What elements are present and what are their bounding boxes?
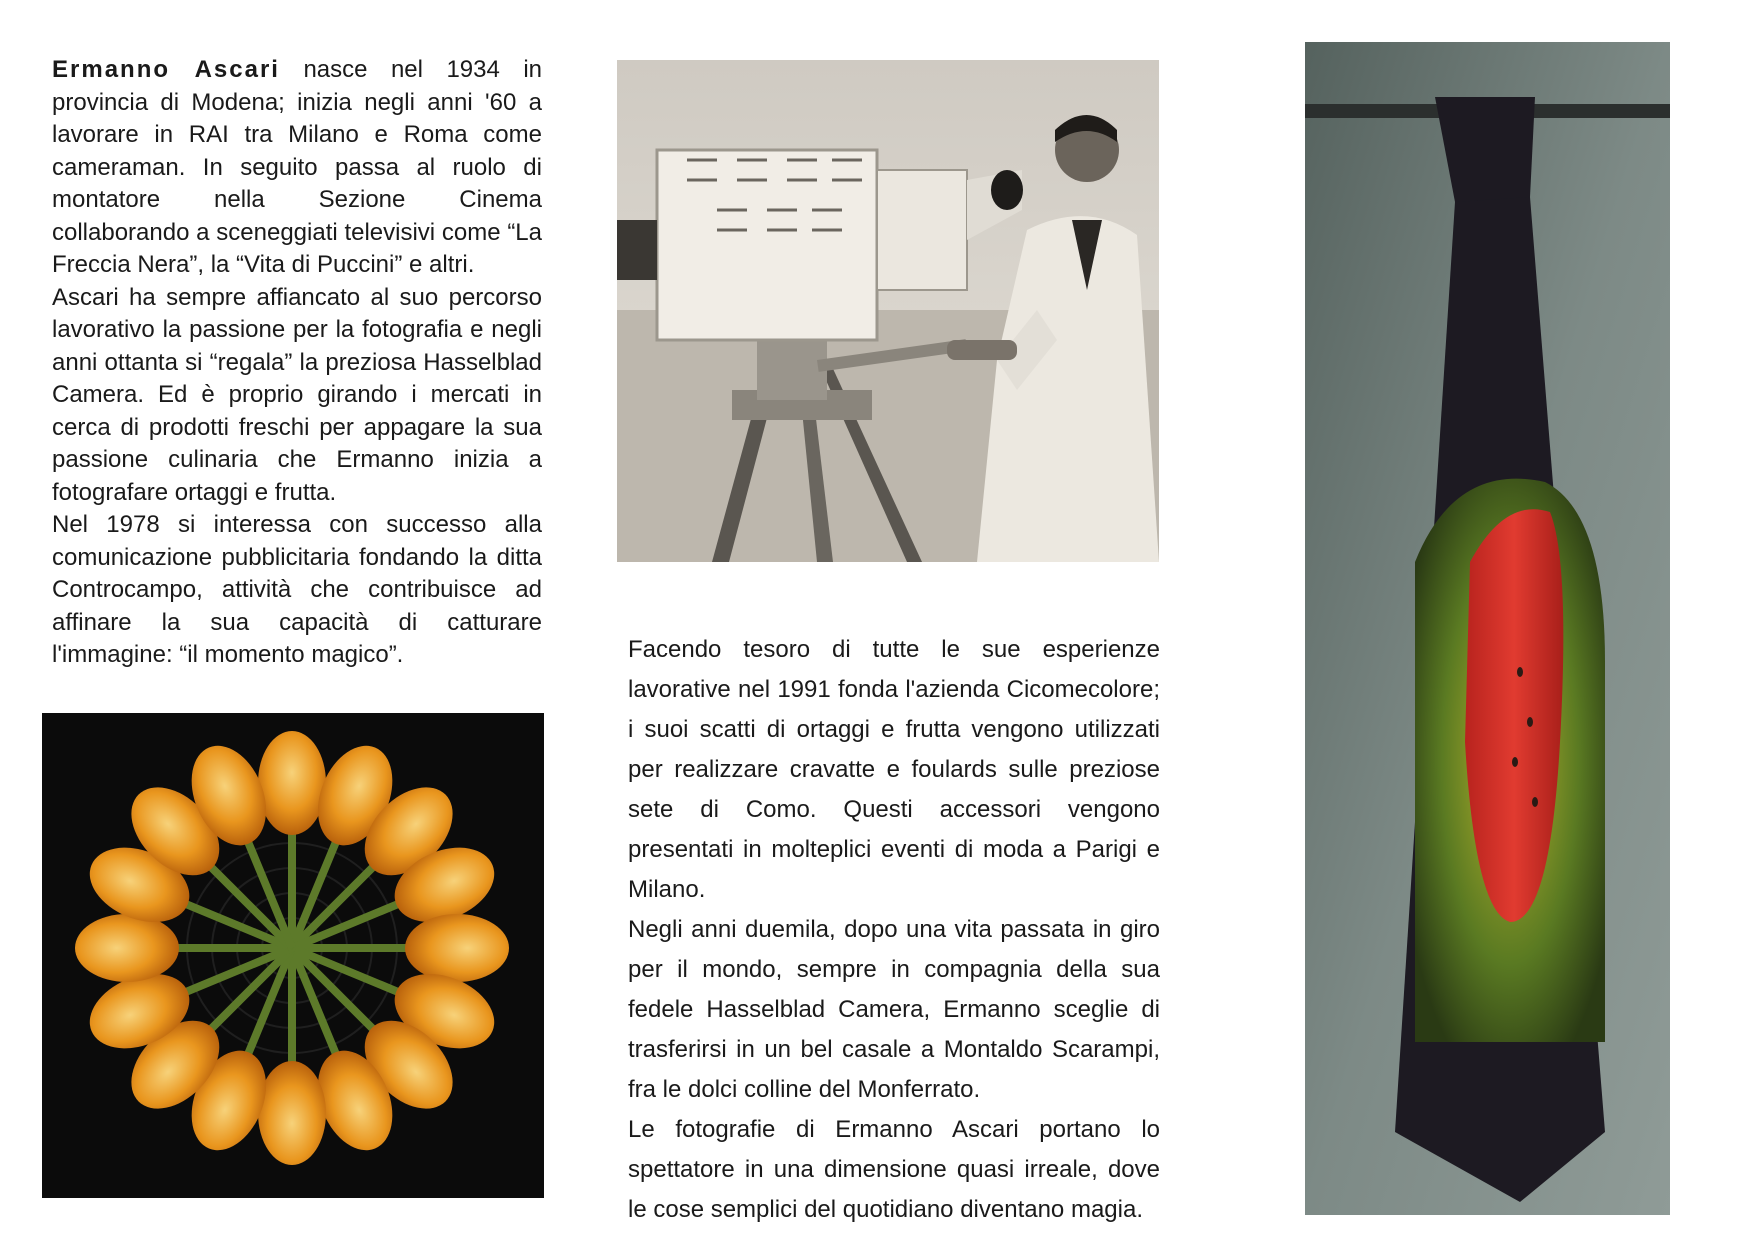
bio-paragraph-2: Ascari ha sempre affiancato al suo percorso lavorativo la passione per la fotografia e negli anni ottanta si “regala” la preziosa Hasselblad Camera. Ed è proprio girando i mercati in cerca di prodotti freschi per appagare la sua passione culinaria che Ermanno inizia a fotografare ortaggi e frutta. [52,283,542,506]
watermelon-tie-photo [1305,42,1670,1215]
bio-paragraph-3: Nel 1978 si interessa con successo alla comunicazione pubblicitaria fondando la ditta Controcampo, attività che contribuisce ad affinare la sua capacità di catturare l'immagine: “il momento magico”. [52,511,542,668]
cameraman-photo-illustration [617,60,1159,562]
bio-paragraph-4: Facendo tesoro di tutte le sue esperienze lavorative nel 1991 fonda l'azienda Cicomecolore; i suoi scatti di ortaggi e frutta vengono utilizzati per realizzare cravatte e foulards sulle preziose sete di Como. Questi accessori vengono presentati in molteplici eventi di moda a Parigi e Milano. [628,636,1160,903]
cameraman-photo [617,60,1159,562]
bio-paragraph-1-text: nasce nel 1934 in provincia di Modena; inizia negli anni '60 a lavorare in RAI tra Milano e Roma come cameraman. In seguito passa al ruolo di montatore nella Sezione Cinema collaborando a sceneggiati televisivi come “La Freccia Nera”, la “Vita di Puccini” e altri. [52,56,542,278]
watermelon-tie-illustration [1305,42,1670,1215]
zucchini-flowers-illustration [42,713,544,1198]
bio-paragraph-5: Negli anni duemila, dopo una vita passata in giro per il mondo, sempre in compagnia della sua fedele Hasselblad Camera, Ermanno sceglie di trasferirsi in un bel casale a Montaldo Scarampi, fra le dolci colline del Monferrato. [628,916,1160,1103]
middle-text-column [628,630,1160,1230]
zucchini-flowers-photo [42,713,544,1198]
left-text-column [52,54,542,672]
artist-name: Ermanno Ascari [52,56,280,83]
bio-paragraph-1 [52,54,542,282]
bio-paragraph-6: Le fotografie di Ermanno Ascari portano lo spettatore in una dimensione quasi irreale, dove le cose semplici del quotidiano diventano magia. [628,1116,1160,1223]
